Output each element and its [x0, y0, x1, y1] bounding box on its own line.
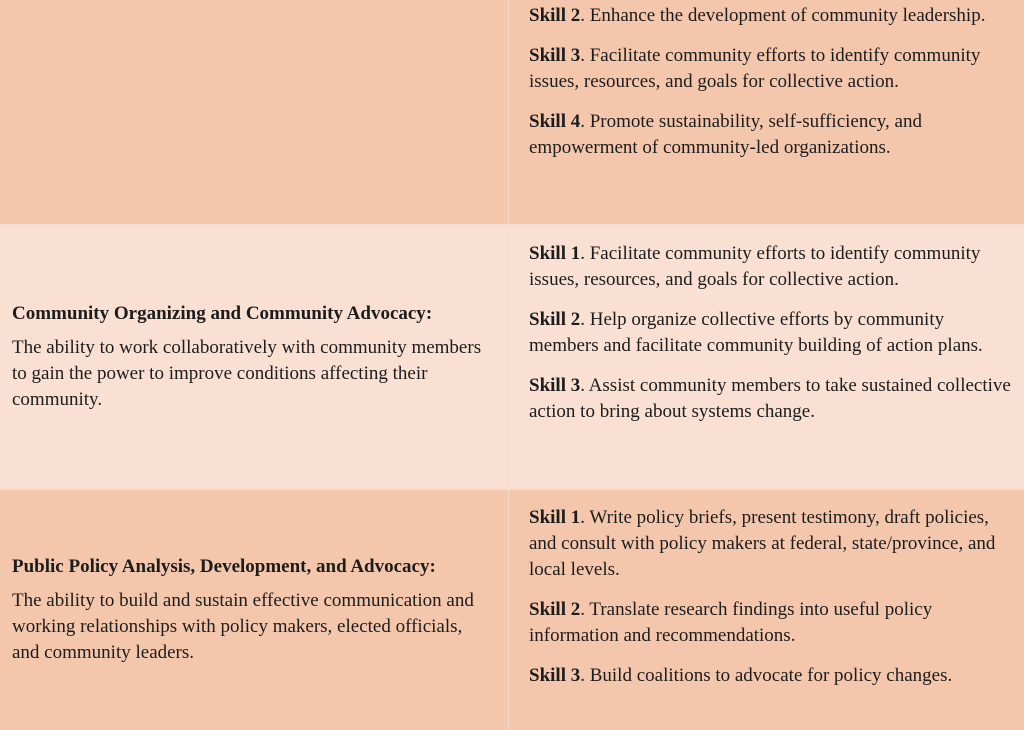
skills-cell: [509, 489, 1024, 729]
skills-cell: [509, 225, 1024, 489]
skill-item: Skill 2. Translate research findings into useful policy information and recommendations.: [529, 599, 933, 646]
skill-item: Skill 1. Facilitate community efforts to identify community issues, resources, and goals for collective action.: [529, 243, 981, 290]
table-row: [0, 225, 1024, 489]
table-row: [0, 489, 1024, 729]
skill-item: Skill 3. Build coalitions to advocate for policy changes.: [529, 665, 953, 686]
competency-cell: [0, 489, 509, 729]
skills-cell: [509, 0, 1024, 225]
skill-item: Skill 3. Facilitate community efforts to identify community issues, resources, and goals for collective action.: [529, 45, 981, 92]
skill-item: Skill 2. Enhance the development of community leadership.: [529, 5, 986, 26]
competency-cell: [0, 225, 509, 489]
competency-title: Community Organizing and Community Advocacy:: [12, 303, 433, 324]
skill-item: Skill 2. Help organize collective efforts by community members and facilitate community building of action plans.: [529, 309, 983, 356]
table-row: [0, 0, 1024, 225]
skill-item: Skill 1. Write policy briefs, present testimony, draft policies, and consult with policy makers at federal, state/province, and local levels.: [529, 507, 996, 580]
skill-item: Skill 4. Promote sustainability, self-sufficiency, and empowerment of community-led organizations.: [529, 111, 922, 158]
competency-cell: [0, 0, 509, 225]
competency-title: Public Policy Analysis, Development, and Advocacy:: [12, 555, 436, 577]
competency-description: The ability to build and sustain effective communication and working relationships with policy makers, elected officials, and community leaders.: [12, 589, 474, 663]
skill-item: Skill 3. Assist community members to take sustained collective action to bring about systems change.: [529, 375, 1011, 422]
competency-description: The ability to work collaboratively with community members to gain the power to improve conditions affecting their community.: [12, 337, 482, 410]
